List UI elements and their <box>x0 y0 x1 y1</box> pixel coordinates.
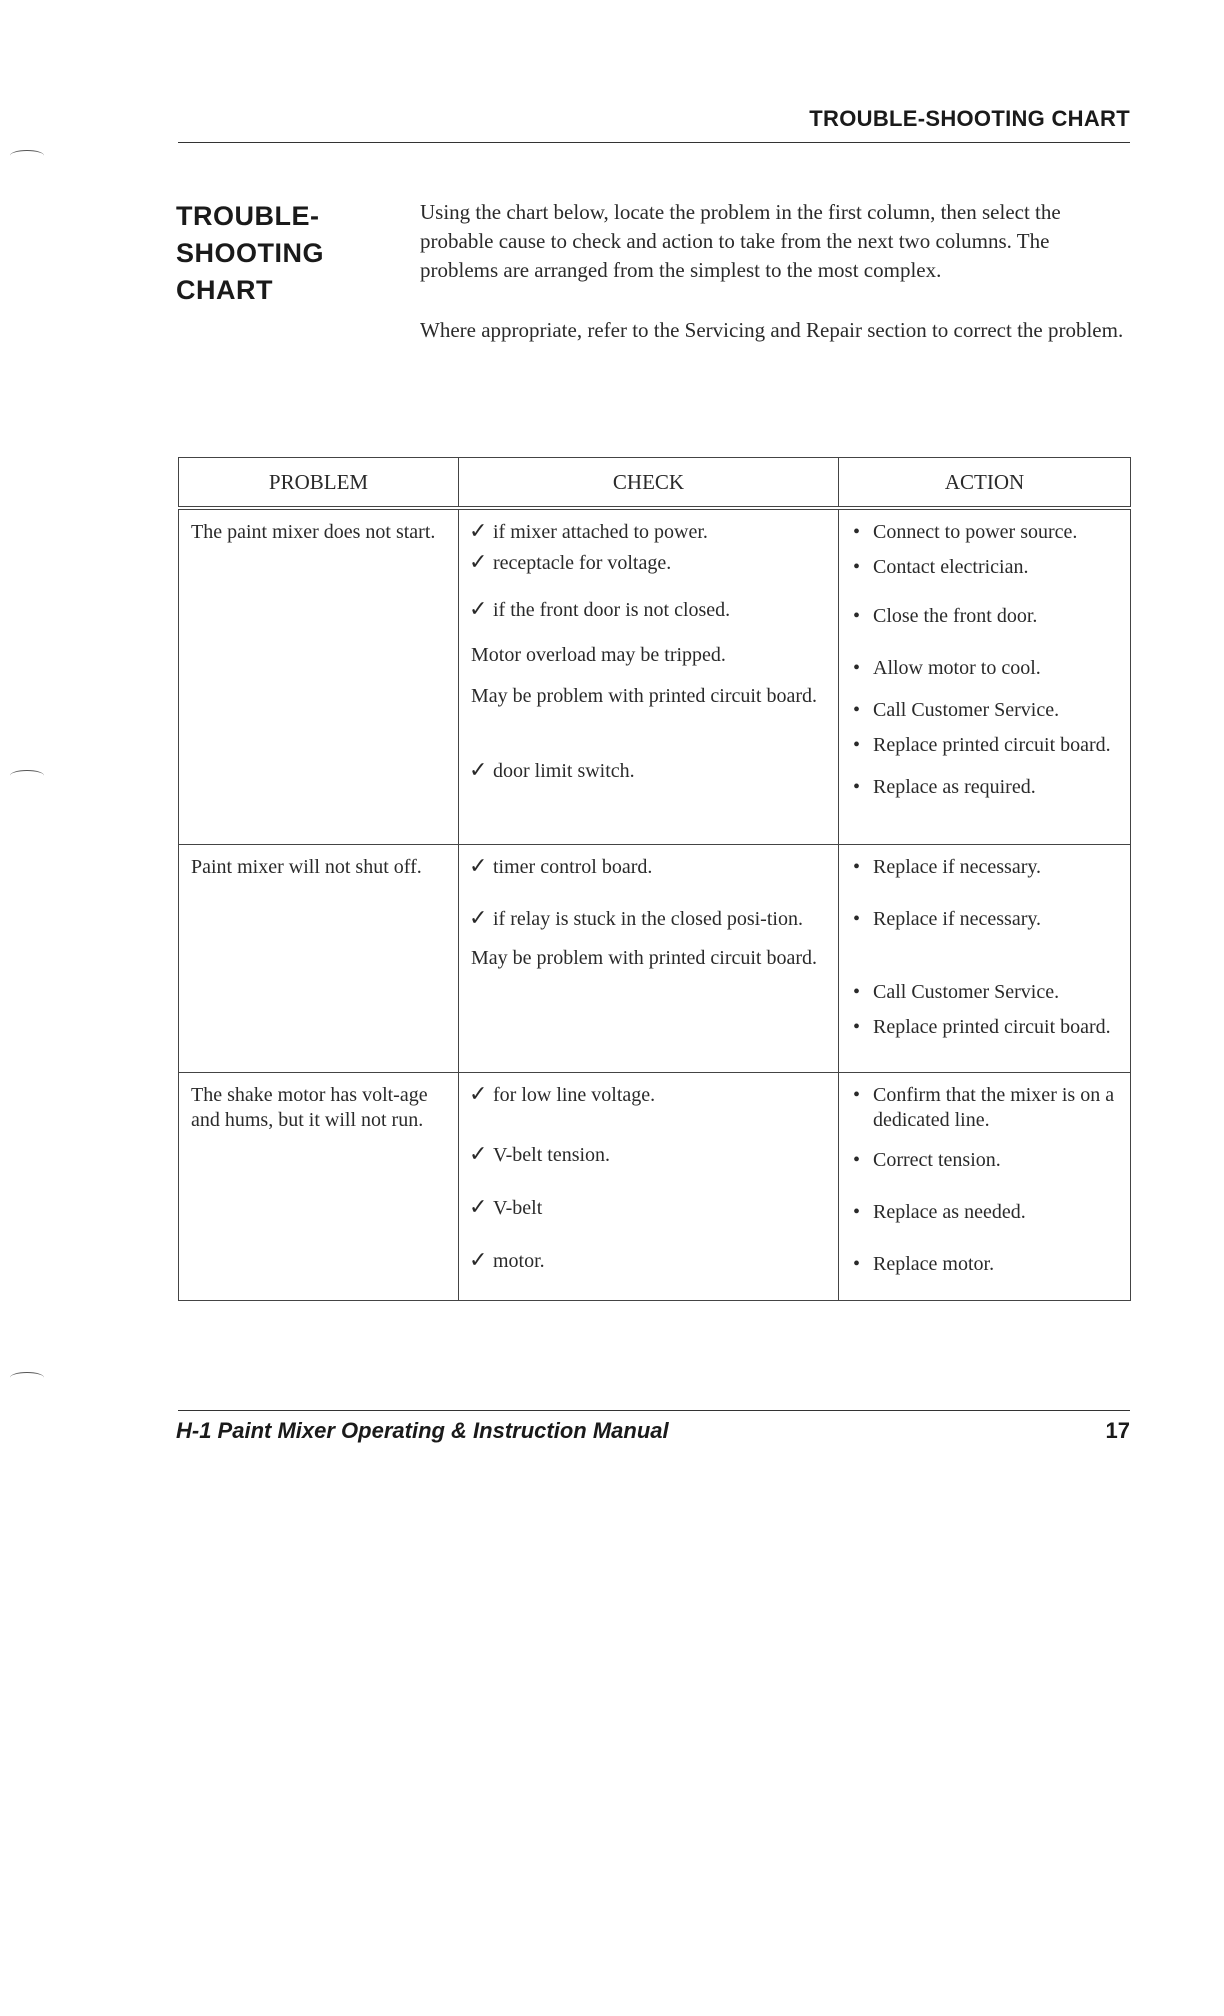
check-item: ✓ V-belt tension. <box>469 1140 611 1166</box>
action-item: • Call Customer Service. <box>853 699 1060 721</box>
check-item: ✓ timer control board. <box>469 852 653 878</box>
table-header-row <box>179 458 1131 509</box>
check-item: Motor overload may be tripped. <box>471 644 726 666</box>
bullet-icon: • <box>853 605 861 627</box>
section-title-line: TROUBLE- <box>176 201 320 231</box>
section-title-line: CHART <box>176 275 273 305</box>
action-item: • Call Customer Service. <box>853 980 1060 1003</box>
action-item: • Replace as required. <box>853 776 1036 798</box>
check-cell <box>459 1072 839 1300</box>
bullet-icon: • <box>853 855 861 878</box>
bullet-icon: • <box>853 1252 861 1275</box>
check-item: ✓ if relay is stuck in the closed posi-tion. <box>469 904 803 930</box>
action-item: • Replace printed circuit board. <box>853 1015 1111 1038</box>
bullet-icon: • <box>853 980 861 1003</box>
check-item: ✓ door limit switch. <box>469 757 635 782</box>
bullet-icon: • <box>853 776 861 798</box>
action-item: • Contact electrician. <box>853 556 1029 578</box>
footer-rule <box>178 1410 1130 1411</box>
table-row <box>179 1072 1131 1300</box>
header-rule <box>178 142 1130 143</box>
problem-text: The shake motor has volt-age and hums, but it will not run. <box>191 1083 428 1131</box>
action-item: • Close the front door. <box>853 605 1038 627</box>
section-title-line: SHOOTING <box>176 238 325 268</box>
column-header-problem: PROBLEM <box>179 458 459 509</box>
problem-text: The paint mixer does not start. <box>191 521 436 543</box>
check-item: ✓ V-belt <box>469 1193 543 1219</box>
check-mark-icon: ✓ <box>469 1080 488 1106</box>
bullet-icon: • <box>853 1200 861 1223</box>
check-cell <box>459 508 839 844</box>
check-mark-icon: ✓ <box>469 596 488 621</box>
action-item: • Replace motor. <box>853 1252 995 1275</box>
action-item: • Replace if necessary. <box>853 907 1042 930</box>
page-header-title: TROUBLE-SHOOTING CHART <box>809 106 1130 131</box>
action-cell <box>839 844 1131 1072</box>
check-item: ✓ if mixer attached to power. <box>469 518 708 543</box>
action-item: • Replace if necessary. <box>853 855 1042 878</box>
check-item: May be problem with printed circuit board. <box>471 685 818 707</box>
action-item: • Confirm that the mixer is on a dedicated line. <box>853 1083 1115 1131</box>
bullet-icon: • <box>853 907 861 930</box>
section-title <box>176 198 324 309</box>
bullet-icon: • <box>853 1083 861 1106</box>
action-item: • Connect to power source. <box>853 521 1078 543</box>
binder-mark <box>10 150 44 161</box>
check-item: ✓ if the front door is not closed. <box>469 596 731 621</box>
manual-title: H-1 Paint Mixer Operating & Instruction Manual <box>176 1418 669 1443</box>
check-cell <box>459 844 839 1072</box>
bullet-icon: • <box>853 734 861 756</box>
check-mark-icon: ✓ <box>469 1246 488 1272</box>
trouble-shooting-table <box>178 457 1131 1301</box>
check-mark-icon: ✓ <box>469 549 488 574</box>
action-item: • Correct tension. <box>853 1148 1001 1171</box>
bullet-icon: • <box>853 699 861 721</box>
check-mark-icon: ✓ <box>469 852 488 878</box>
action-item: • Replace printed circuit board. <box>853 734 1111 756</box>
problem-cell <box>179 1072 459 1300</box>
problem-text: Paint mixer will not shut off. <box>191 855 422 878</box>
check-mark-icon: ✓ <box>469 1193 488 1219</box>
action-cell <box>839 1072 1131 1300</box>
bullet-icon: • <box>853 556 861 578</box>
column-header-action: ACTION <box>839 458 1131 509</box>
binder-mark <box>10 770 44 781</box>
check-item: ✓ motor. <box>469 1246 545 1272</box>
binder-mark <box>10 1372 44 1383</box>
bullet-icon: • <box>853 657 861 679</box>
column-header-check: CHECK <box>459 458 839 509</box>
intro-paragraph: Using the chart below, locate the problem in the first column, then select the probable cause to check and action to take from the next two columns. The problems are arranged from the simplest to the most complex. <box>420 200 1061 282</box>
bullet-icon: • <box>853 1015 861 1038</box>
check-mark-icon: ✓ <box>469 518 488 543</box>
action-item: • Allow motor to cool. <box>853 657 1041 679</box>
check-mark-icon: ✓ <box>469 904 488 930</box>
bullet-icon: • <box>853 521 861 543</box>
problem-cell <box>179 844 459 1072</box>
table-row <box>179 508 1131 844</box>
page-number: 17 <box>1105 1418 1130 1443</box>
check-item: ✓ for low line voltage. <box>469 1080 656 1106</box>
action-cell <box>839 508 1131 844</box>
table-row <box>179 844 1131 1072</box>
check-mark-icon: ✓ <box>469 757 488 782</box>
action-item: • Replace as needed. <box>853 1200 1026 1223</box>
check-item: May be problem with printed circuit board. <box>471 946 818 969</box>
intro-paragraph: Where appropriate, refer to the Servicing and Repair section to correct the problem. <box>420 318 1124 342</box>
bullet-icon: • <box>853 1148 861 1171</box>
check-mark-icon: ✓ <box>469 1140 488 1166</box>
check-item: ✓ receptacle for voltage. <box>469 549 672 574</box>
problem-cell <box>179 508 459 844</box>
